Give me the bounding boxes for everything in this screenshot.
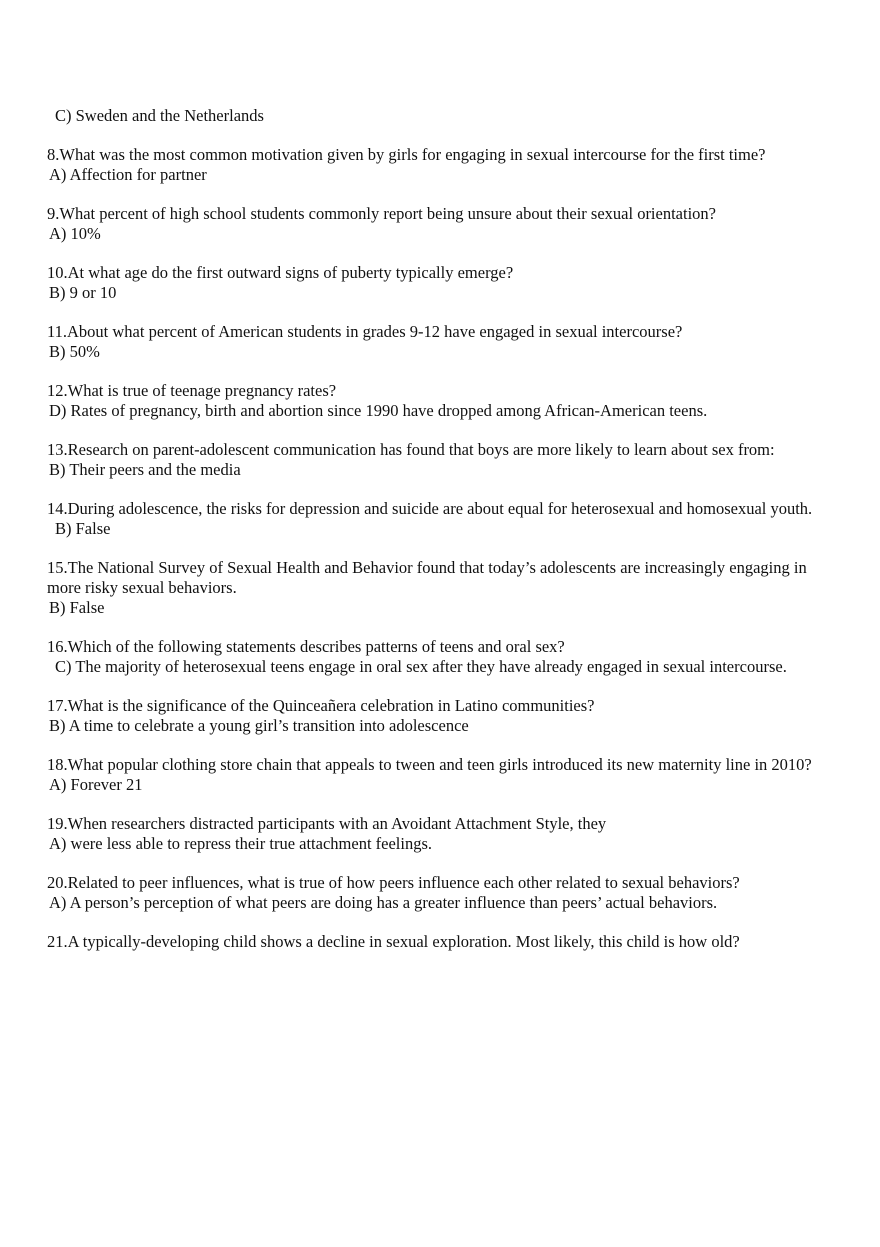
answer-text: B) 50%	[49, 342, 100, 361]
answer-text: B) Their peers and the media	[49, 460, 241, 479]
question-text: 21.A typically-developing child shows a decline in sexual exploration. Most likely, this child is how old?	[47, 932, 740, 951]
question-block-17	[47, 696, 837, 736]
question-text: 17.What is the significance of the Quinceañera celebration in Latino communities?	[47, 696, 595, 715]
answer-text: A) Forever 21	[49, 775, 143, 794]
question-text: 12.What is true of teenage pregnancy rates?	[47, 381, 337, 400]
question-block-11	[47, 322, 837, 362]
question-block-8	[47, 145, 837, 185]
question-text: 18.What popular clothing store chain that appeals to tween and teen girls introduced its new maternity line in 2010?	[47, 755, 812, 774]
question-text: 20.Related to peer influences, what is true of how peers influence each other related to sexual behaviors?	[47, 873, 740, 892]
question-text: 11.About what percent of American students in grades 9-12 have engaged in sexual intercourse?	[47, 322, 683, 341]
question-text: 15.The National Survey of Sexual Health and Behavior found that today’s adolescents are increasingly engaging in more risky sexual behaviors.	[47, 558, 807, 597]
answer-text: A) A person’s perception of what peers are doing has a greater influence than peers’ actual behaviors.	[49, 893, 718, 912]
question-block-9	[47, 204, 837, 244]
question-block-21	[47, 932, 837, 952]
question-block-14	[47, 499, 837, 539]
question-text: 8.What was the most common motivation given by girls for engaging in sexual intercourse for the first time?	[47, 145, 766, 164]
answer-text: A) 10%	[49, 224, 101, 243]
answer-text: B) 9 or 10	[49, 283, 117, 302]
answer-text: D) Rates of pregnancy, birth and abortion since 1990 have dropped among African-American teens.	[49, 401, 708, 420]
answer-text: A) Affection for partner	[49, 165, 207, 184]
question-block-12	[47, 381, 837, 421]
answer-text: B) False	[55, 519, 111, 538]
lead-answer: C) Sweden and the Netherlands	[55, 106, 264, 125]
question-text: 19.When researchers distracted participants with an Avoidant Attachment Style, they	[47, 814, 607, 833]
answer-text: B) A time to celebrate a young girl’s transition into adolescence	[49, 716, 469, 735]
question-text: 16.Which of the following statements describes patterns of teens and oral sex?	[47, 637, 565, 656]
question-block-13	[47, 440, 837, 480]
answer-text: A) were less able to repress their true attachment feelings.	[49, 834, 433, 853]
document-content	[47, 106, 837, 971]
question-block-15	[47, 558, 837, 618]
question-block-18	[47, 755, 837, 795]
question-block-19	[47, 814, 837, 854]
question-block-20	[47, 873, 837, 913]
answer-text: C) The majority of heterosexual teens engage in oral sex after they have already engaged in sexual intercourse.	[55, 657, 787, 676]
question-text: 10.At what age do the first outward signs of puberty typically emerge?	[47, 263, 514, 282]
question-block-16	[47, 637, 837, 677]
question-text: 9.What percent of high school students commonly report being unsure about their sexual orientation?	[47, 204, 716, 223]
answer-text: B) False	[49, 598, 105, 617]
question-block-10	[47, 263, 837, 303]
question-text: 14.During adolescence, the risks for depression and suicide are about equal for heterosexual and homosexual youth.	[47, 499, 813, 518]
question-text: 13.Research on parent-adolescent communication has found that boys are more likely to learn about sex from:	[47, 440, 775, 459]
